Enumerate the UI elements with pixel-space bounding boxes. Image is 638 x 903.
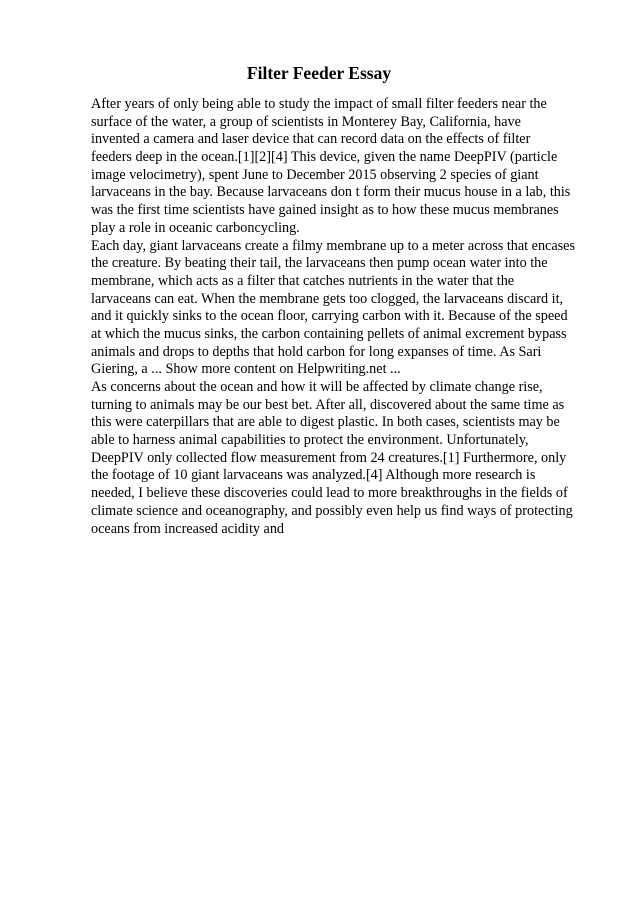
text-line: DeepPIV only collected flow measurement from 24 creatures.[1] Furthermore, only bbox=[91, 449, 567, 466]
text-line: feeders deep in the ocean.[1][2][4] This device, given the name DeepPIV (particle bbox=[91, 149, 558, 166]
text-line: turning to animals may be our best bet. After all, discovered about the same time as bbox=[91, 396, 565, 413]
text-line: As concerns about the ocean and how it will be affected by climate change rise, bbox=[91, 379, 543, 395]
essay-body bbox=[91, 96, 601, 538]
text-line: animals and drops to depths that hold carbon for long expanses of time. As Sari bbox=[91, 343, 542, 360]
text-line: the creature. By beating their tail, the larvaceans then pump ocean water into the bbox=[91, 255, 548, 272]
text-line: needed, I believe these discoveries could lead to more breakthroughs in the fields of bbox=[91, 485, 568, 502]
page-title: Filter Feeder Essay bbox=[246, 63, 392, 83]
text-line: this were caterpillars that are able to digest plastic. In both cases, scientists may be bbox=[91, 414, 560, 431]
text-line: Each day, giant larvaceans create a filmy membrane up to a meter across that encases bbox=[91, 237, 575, 254]
text-line: membrane, which acts as a filter that catches nutrients in the water that the bbox=[91, 272, 515, 289]
text-line: and it quickly sinks to the ocean floor, carrying carbon with it. Because of the speed bbox=[91, 308, 568, 325]
text-line: at which the mucus sinks, the carbon containing pellets of animal excrement bypass bbox=[91, 325, 567, 342]
text-line: image velocimetry), spent June to December 2015 observing 2 species of giant bbox=[91, 166, 539, 183]
text-line: climate science and oceanography, and possibly even help us find ways of protecting bbox=[91, 502, 573, 519]
text-line: able to harness animal capabilities to protect the environment. Unfortunately, bbox=[91, 432, 529, 449]
text-line: the footage of 10 giant larvaceans was analyzed.[4] Although more research is bbox=[91, 467, 536, 484]
text-line: Giering, a ... Show more content on Helpwriting.net ... bbox=[91, 361, 401, 378]
text-line: larvaceans in the bay. Because larvaceans don t form their mucus house in a lab, this bbox=[91, 184, 571, 201]
text-line: was the first time scientists have gained insight as to how these mucus membranes bbox=[91, 202, 559, 219]
text-line: larvaceans can eat. When the membrane gets too clogged, the larvaceans discard it, bbox=[91, 290, 564, 307]
text-line: surface of the water, a group of scientists in Monterey Bay, California, have bbox=[91, 113, 521, 130]
text-line: play a role in oceanic carboncycling. bbox=[91, 219, 300, 236]
text-line: oceans from increased acidity and bbox=[91, 520, 285, 537]
text-line: invented a camera and laser device that can record data on the effects of filter bbox=[91, 131, 531, 148]
text-line: After years of only being able to study the impact of small filter feeders near the bbox=[91, 96, 547, 112]
